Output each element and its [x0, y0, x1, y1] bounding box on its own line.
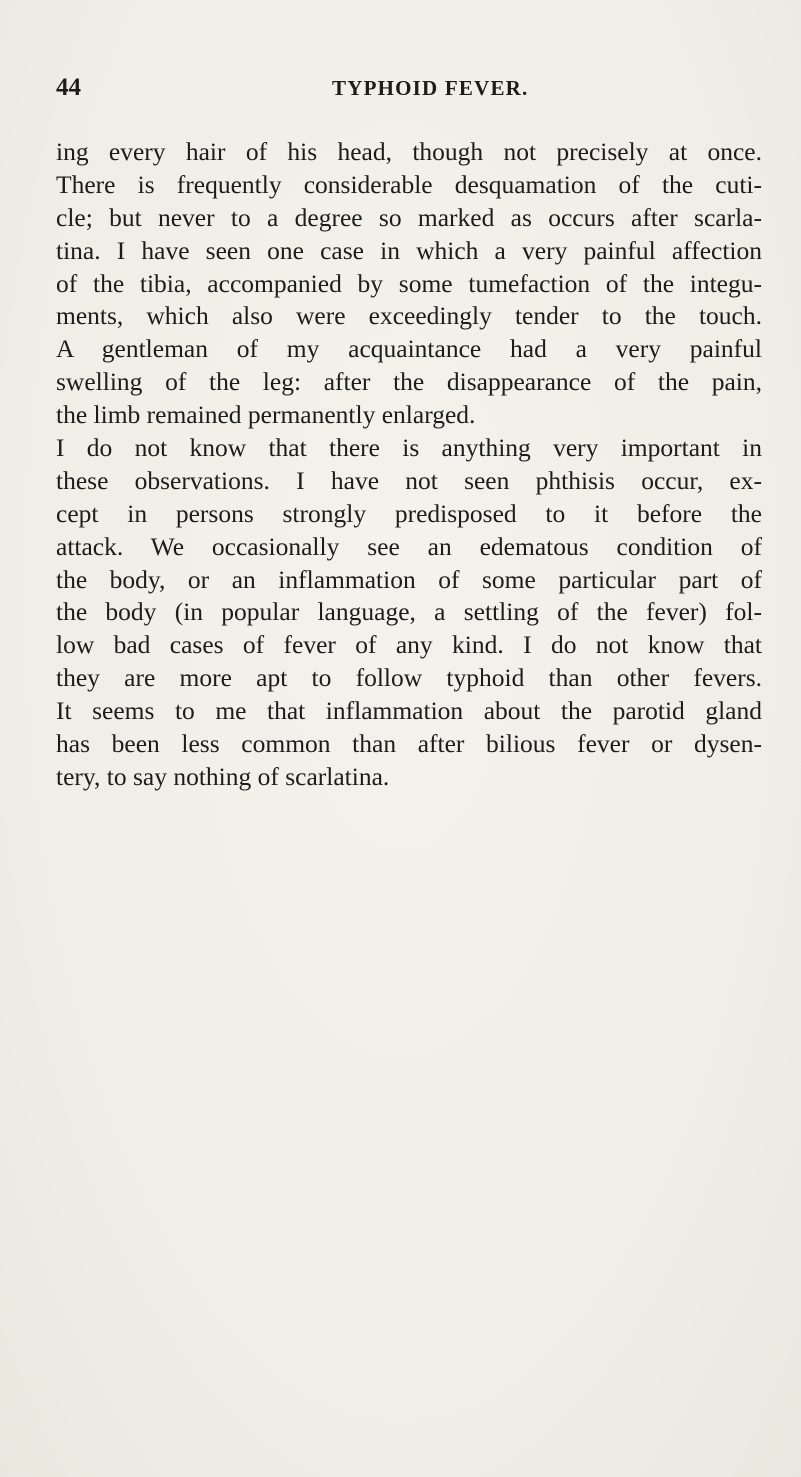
text-line: of the tibia, accompanied by some tumefaction of the integu-	[56, 268, 762, 298]
text-line: ments, which also were exceedingly tender to the touch.	[56, 301, 762, 331]
text-line: low bad cases of fever of any kind. I do not know that	[56, 630, 762, 660]
text-line: the limb remained permanently enlarged.	[56, 400, 476, 430]
text-line: they are more apt to follow typhoid than other fevers.	[56, 663, 762, 693]
text-line: tina. I have seen one case in which a very painful affection	[56, 235, 762, 265]
body-text	[56, 136, 762, 794]
text-line: There is frequently considerable desquamation of the cuti-	[56, 169, 762, 199]
text-line: ing every hair of his head, though not precisely at once.	[56, 137, 762, 166]
text-line: the body, or an inflammation of some particular part of	[56, 564, 762, 594]
text-line: has been less common than after bilious fever or dysen-	[56, 729, 762, 759]
text-line: I do not know that there is anything very important in	[56, 433, 762, 463]
text-line: these observations. I have not seen phthisis occur, ex-	[56, 465, 762, 495]
running-title: TYPHOID FEVER.	[332, 76, 529, 100]
text-line: the body (in popular language, a settling of the fever) fol-	[56, 597, 762, 627]
text-line: A gentleman of my acquaintance had a very painful	[56, 334, 762, 364]
text-line: It seems to me that inflammation about the parotid gland	[56, 696, 762, 726]
text-line: swelling of the leg: after the disappearance of the pain,	[56, 367, 762, 397]
running-head	[56, 74, 756, 104]
text-line: tery, to say nothing of scarlatina.	[56, 761, 390, 791]
text-line: cle; but never to a degree so marked as occurs after scarla-	[56, 202, 762, 232]
text-line: cept in persons strongly predisposed to it before the	[56, 498, 762, 528]
text-line: attack. We occasionally see an edematous condition of	[56, 531, 762, 561]
page-number: 44	[56, 74, 81, 101]
